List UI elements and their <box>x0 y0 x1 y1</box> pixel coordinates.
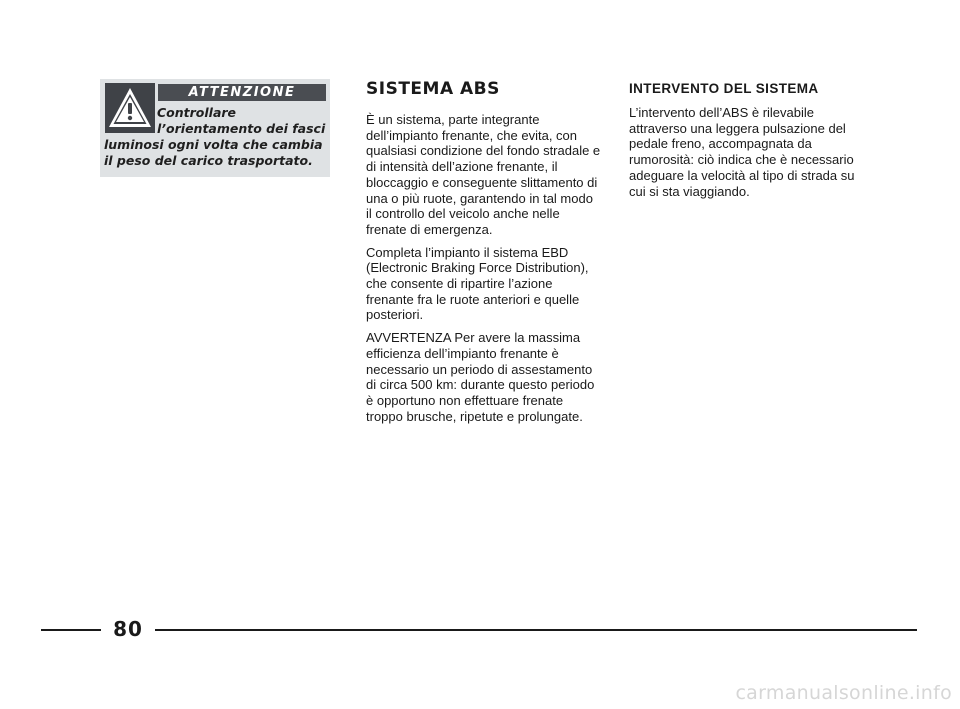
warning-banner: ATTENZIONE <box>158 84 326 101</box>
warning-text: Controllare l’orientamento dei fasci luminosi ogni volta che cambia il peso del carico trasportato. <box>104 105 326 168</box>
subsection-title: INTERVENTO DEL SISTEMA <box>629 81 819 96</box>
abs-paragraph-1: È un sistema, parte integrante dell’impianto frenante, che evita, con qualsiasi condizione del fondo stradale e di intensità dell’azione frenante, il bloccaggio e conseguente slittamento di una o più ruote, garantendo in tal modo il controllo del veicolo anche nelle frenate di emergenza. <box>366 112 601 237</box>
abs-section <box>366 78 602 431</box>
warning-box <box>100 79 330 177</box>
abs-paragraph-2: Completa l’impianto il sistema EBD (Electronic Braking Force Distribution), che consente di ripartire l’azione frenante fra le ruote anteriori e quelle posteriori. <box>366 244 589 323</box>
abs-paragraph-3: AVVERTENZA Per avere la massima efficienza dell’impianto frenante è necessario un periodo di assestamento di circa 500 km: durante questo periodo è opportuno non effettuare frenate troppo brusche, ripetute e prolungate. <box>366 330 595 424</box>
page-number: 80 <box>113 617 143 641</box>
intervention-section <box>629 80 869 206</box>
footer-rule-left <box>41 629 101 631</box>
footer-rule-right <box>155 629 917 631</box>
watermark: carmanualsonline.info <box>735 682 952 704</box>
section-title: SISTEMA ABS <box>366 79 500 99</box>
intervention-paragraph: L’intervento dell’ABS è rilevabile attraverso una leggera pulsazione del pedale freno, accompagnata da rumorosità: ciò indica che è necessario adeguare la velocità al tipo di strada su cui si sta viaggiando. <box>629 105 855 199</box>
